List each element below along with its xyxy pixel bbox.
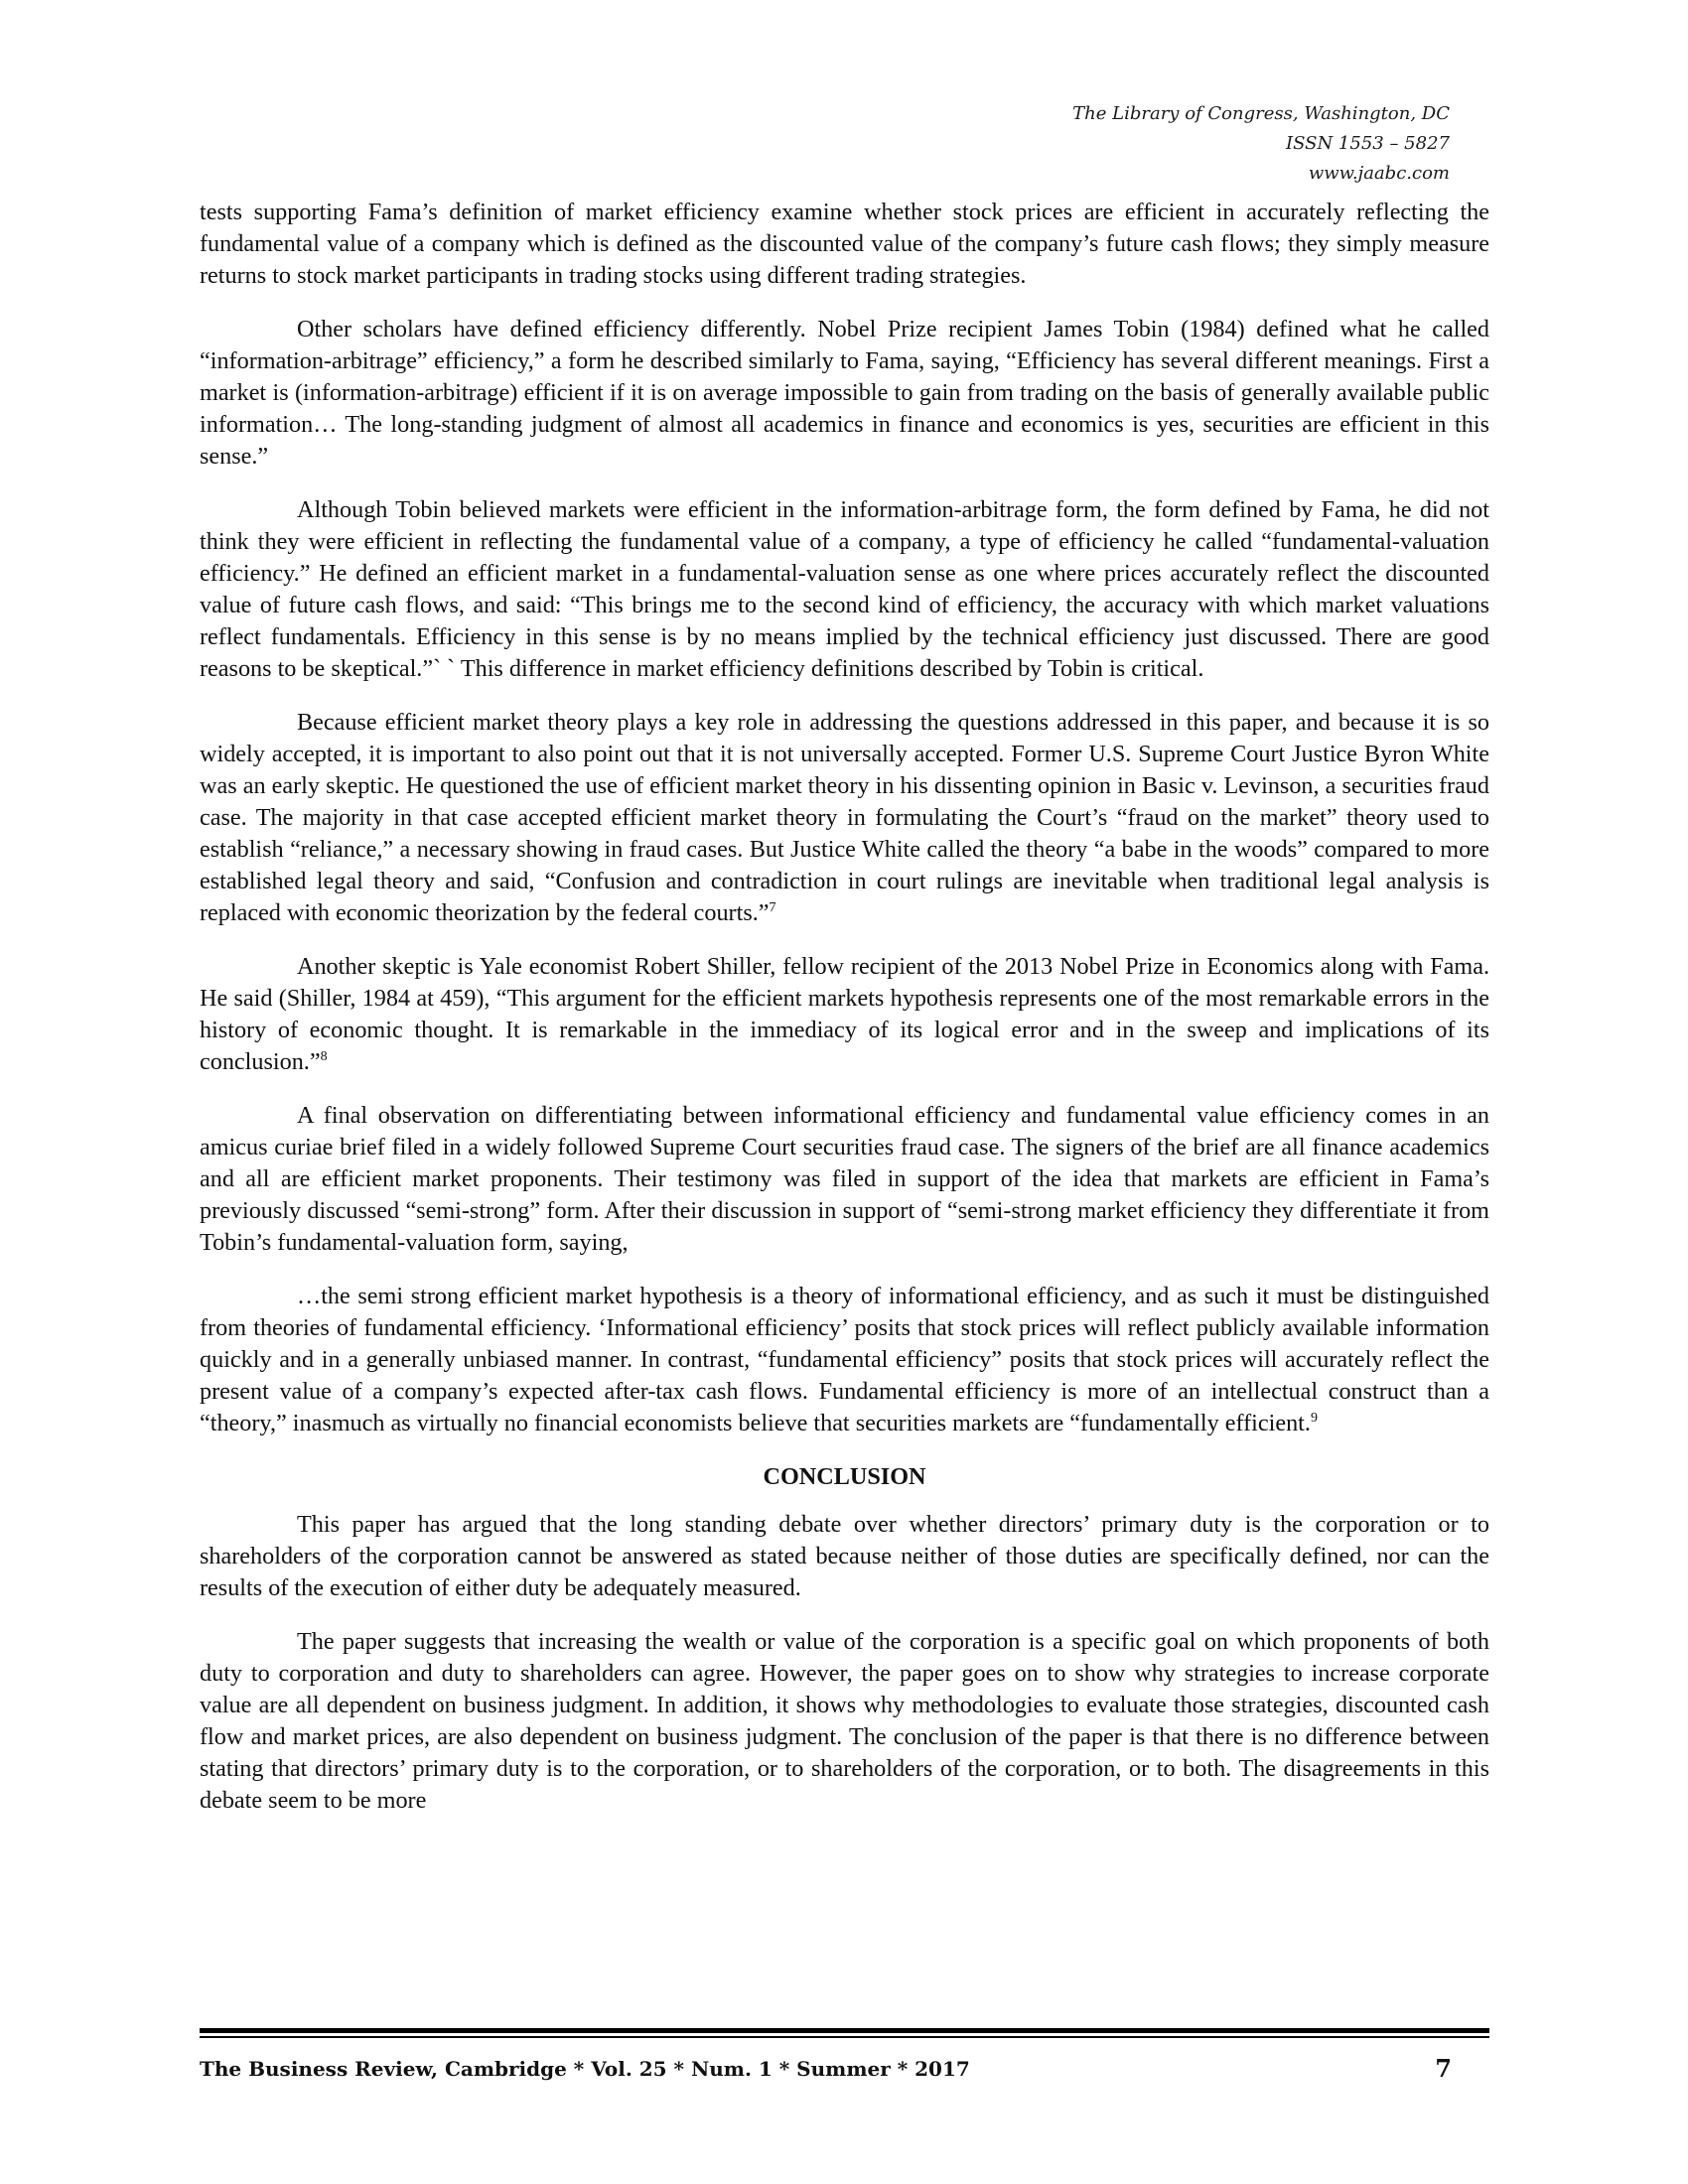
paragraph-fundamental-valuation: Although Tobin believed markets were efficient in the information-arbitrage form, the form defined by Fama, he did not think they were efficient in reflecting the fundamental value of a company, a type of efficiency he called “fundamental-valuation efficiency.” He defined an efficient market in a fundamental-valuation sense as one where prices accurately reflect the discounted value of future cash flows, and said: “This brings me to the second kind of efficiency, the accuracy with which market valuations reflect fundamentals. Efficiency in this sense is by no means implied by the technical efficiency just discussed. There are good reasons to be skeptical.”` ` This difference in market efficiency definitions described by Tobin is critical. bbox=[200, 496, 1489, 682]
paragraph-text: Because efficient market theory plays a key role in addressing the questions addressed in this paper, and because it is so widely accepted, it is important to also point out that it is not universally accepted. Former U.S. Supreme Court Justice Byron White was an early skeptic. He questioned the use of efficient market theory in his dissenting opinion in Basic v. Levinson, a securities fraud case. The majority in that case accepted efficient market theory in formulating the Court’s “fraud on the market” theory used to establish “reliance,” a necessary showing in fraud cases. But Justice White called the theory “a babe in the woods” compared to more established legal theory and said, “Confusion and contradiction in court rulings are inevitable when traditional legal analysis is replaced with economic theorization by the federal courts.” bbox=[200, 709, 1489, 926]
page-number: 7 bbox=[1435, 2054, 1452, 2083]
section-heading-conclusion: CONCLUSION bbox=[763, 1463, 926, 1490]
running-header bbox=[1072, 99, 1450, 189]
paragraph-continuation: tests supporting Fama’s definition of market efficiency examine whether stock prices are efficient in accurately reflecting the fundamental value of a company which is defined as the discounted value of the company’s future cash flows; they simply measure returns to stock market participants in trading stocks using different trading strategies. bbox=[200, 199, 1489, 289]
paragraph-shiller bbox=[200, 951, 1489, 1078]
paragraph-amicus-brief: A final observation on differentiating between informational efficiency and fundamental value efficiency comes in an amicus curiae brief filed in a widely followed Supreme Court securities fraud case. The signers of the brief are all finance academics and all are efficient market proponents. Their testimony was filed in support of the idea that markets are efficient in Fama’s previously discussed “semi-strong” form. After their discussion in support of “semi-strong market efficiency they differentiate it from Tobin’s fundamental-valuation form, saying, bbox=[200, 1102, 1489, 1256]
footnote-marker: 8 bbox=[320, 1049, 328, 1064]
footer-divider-thin bbox=[200, 2036, 1489, 2038]
header-library-line: The Library of Congress, Washington, DC bbox=[1072, 103, 1450, 124]
paragraph-conclusion-argument: This paper has argued that the long standing debate over whether directors’ primary duty is the corporation or to shareholders of the corporation cannot be answered as stated because neither of those duties are specifically defined, nor can the results of the execution of either duty be adequately measured. bbox=[200, 1511, 1489, 1601]
footer-divider bbox=[200, 2028, 1489, 2033]
footnote-marker: 7 bbox=[769, 900, 776, 915]
paragraph-justice-white bbox=[200, 707, 1489, 929]
footnote-marker: 9 bbox=[1310, 1411, 1318, 1426]
journal-citation: The Business Review, Cambridge * Vol. 25 * Num. 1 * Summer * 2017 bbox=[200, 2057, 970, 2081]
header-issn-line: ISSN 1553 – 5827 bbox=[1286, 133, 1450, 154]
paragraph-tobin-definition: Other scholars have defined efficiency differently. Nobel Prize recipient James Tobin (1984) defined what he called “information-arbitrage” efficiency,” a form he described similarly to Fama, saying, “Efficiency has several different meanings. First a market is (information-arbitrage) efficient if it is on average impossible to gain from trading on the basis of generally available public information… The long-standing judgment of almost all academics in finance and economics is yes, securities are efficient in this sense.” bbox=[200, 316, 1489, 470]
paragraph-text: Another skeptic is Yale economist Robert Shiller, fellow recipient of the 2013 Nobel Prize in Economics along with Fama. He said (Shiller, 1984 at 459), “This argument for the efficient markets hypothesis represents one of the most remarkable errors in the history of economic thought. It is remarkable in the immediacy of its logical error and in the sweep and implications of its conclusion.” bbox=[200, 953, 1489, 1075]
quote-text: …the semi strong efficient market hypothesis is a theory of informational efficiency, and as such it must be distinguished from theories of fundamental efficiency. ‘Informational efficiency’ posits that stock prices will reflect publicly available information quickly and in a generally unbiased manner. In contrast, “fundamental efficiency” posits that stock prices will accurately reflect the present value of a company’s expected after-tax cash flows. Fundamental efficiency is more of an intellectual construct than a “theory,” inasmuch as virtually no financial economists believe that securities markets are “fundamentally efficient. bbox=[200, 1283, 1489, 1436]
article-body bbox=[200, 197, 1489, 1839]
paragraph-conclusion-summary: The paper suggests that increasing the wealth or value of the corporation is a specific goal on which proponents of both duty to corporation and duty to shareholders can agree. However, the paper goes on to show why strategies to increase corporate value are all dependent on business judgment. In addition, it shows why methodologies to evaluate those strategies, discounted cash flow and market prices, are also dependent on business judgment. The conclusion of the paper is that there is no difference between stating that directors’ primary duty is to the corporation, or to shareholders of the corporation, or to both. The disagreements in this debate seem to be more bbox=[200, 1628, 1489, 1814]
header-website-line: www.jaabc.com bbox=[1308, 163, 1450, 184]
block-quote-semi-strong bbox=[200, 1281, 1489, 1439]
